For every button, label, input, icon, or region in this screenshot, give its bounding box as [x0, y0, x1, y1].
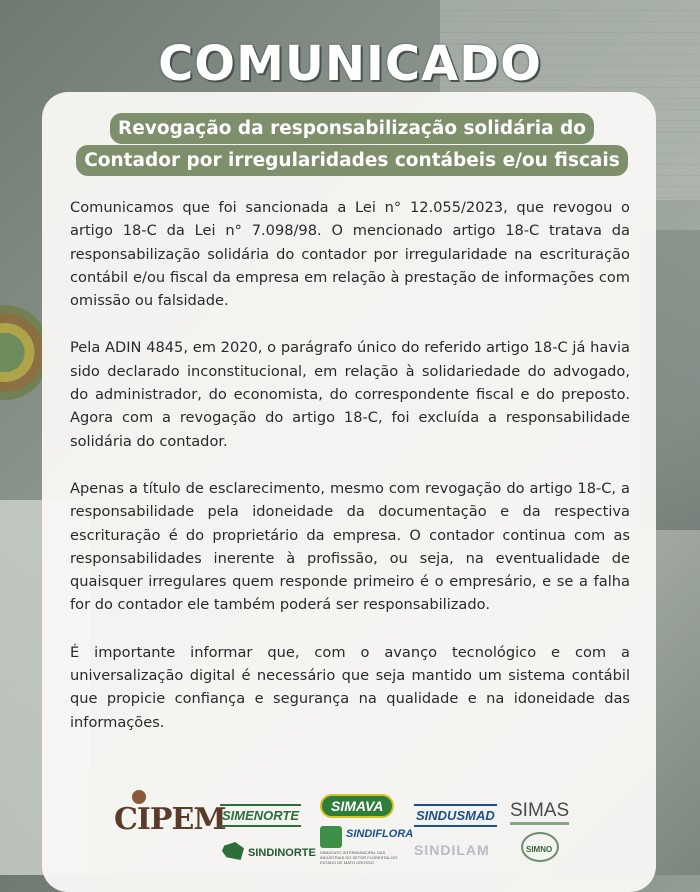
paragraph-2: Pela ADIN 4845, em 2020, o parágrafo único do referido artigo 18-C já havia sido declarado inconstitucional, em relação à solidariedade do advogado, do administrador, do economista, do correspondente fiscal e do preposto. Agora com a revogação do artigo 18-C, foi excluída a responsabilidade solidária do contador.	[70, 339, 630, 450]
simenorte-logo: SIMENORTE	[220, 804, 301, 827]
paragraph-4: É importante informar que, com o avanço tecnológico e com a universalização digital é necessário que seja mantido um sistema contábil que propicie confiança e segurança na qualidade e na idoneidade das informações.	[70, 643, 630, 731]
sindusmad-logo: SINDUSMAD	[414, 804, 497, 827]
sindinorte-logo: SINDINORTE	[248, 847, 316, 859]
page-title: COMUNICADO	[158, 36, 542, 92]
simno-logo: SIMNO	[526, 845, 553, 854]
simas-logo: SIMAS	[510, 800, 569, 825]
paragraph-1: Comunicamos que foi sancionada a Lei n° 12.055/2023, que revogou o artigo 18-C da Lei n° 7.098/98. O mencionado artigo 18-C tratava da responsabilização solidária do contador por irregularidade na escrituração contábil e/ou fiscal da empresa em relação à prestação de informações com omissão ou falsidade.	[70, 199, 630, 310]
body-text	[70, 196, 630, 758]
subtitle-banner	[62, 113, 642, 177]
subtitle-line-2: Contador por irregularidades contábeis e/ou fiscais	[84, 150, 620, 171]
sponsor-logos	[0, 790, 700, 875]
paragraph-3: Apenas a título de esclarecimento, mesmo com revogação do artigo 18-C, a responsabilidade pela idoneidade da documentação e da respectiva escrituração é do proprietário da empresa. O contador continua com as responsabilidades inerente à profissão, ou seja, na eventualidade de quaisquer irregulares quem responde primeiro é o empresário, e se a falha for do contador ele também poderá ser responsabilizado.	[70, 479, 630, 614]
map-icon	[222, 842, 244, 860]
tree-icon	[320, 826, 342, 848]
cipem-logo: CIPEM	[114, 802, 226, 837]
sindilam-logo: SINDILAM	[414, 842, 490, 858]
sindiflora-caption: SINDICATO INTERMUNICIPAL DAS INDÚSTRIAS DO SETOR FLORESTAL DO ESTADO DE MATO GROSSO	[320, 850, 398, 865]
simava-logo: SIMAVA	[320, 794, 394, 818]
subtitle-line-1: Revogação da responsabilização solidária do	[118, 118, 586, 139]
subtitle-text	[76, 113, 628, 176]
sindiflora-logo: SINDIFLORA	[346, 828, 414, 840]
